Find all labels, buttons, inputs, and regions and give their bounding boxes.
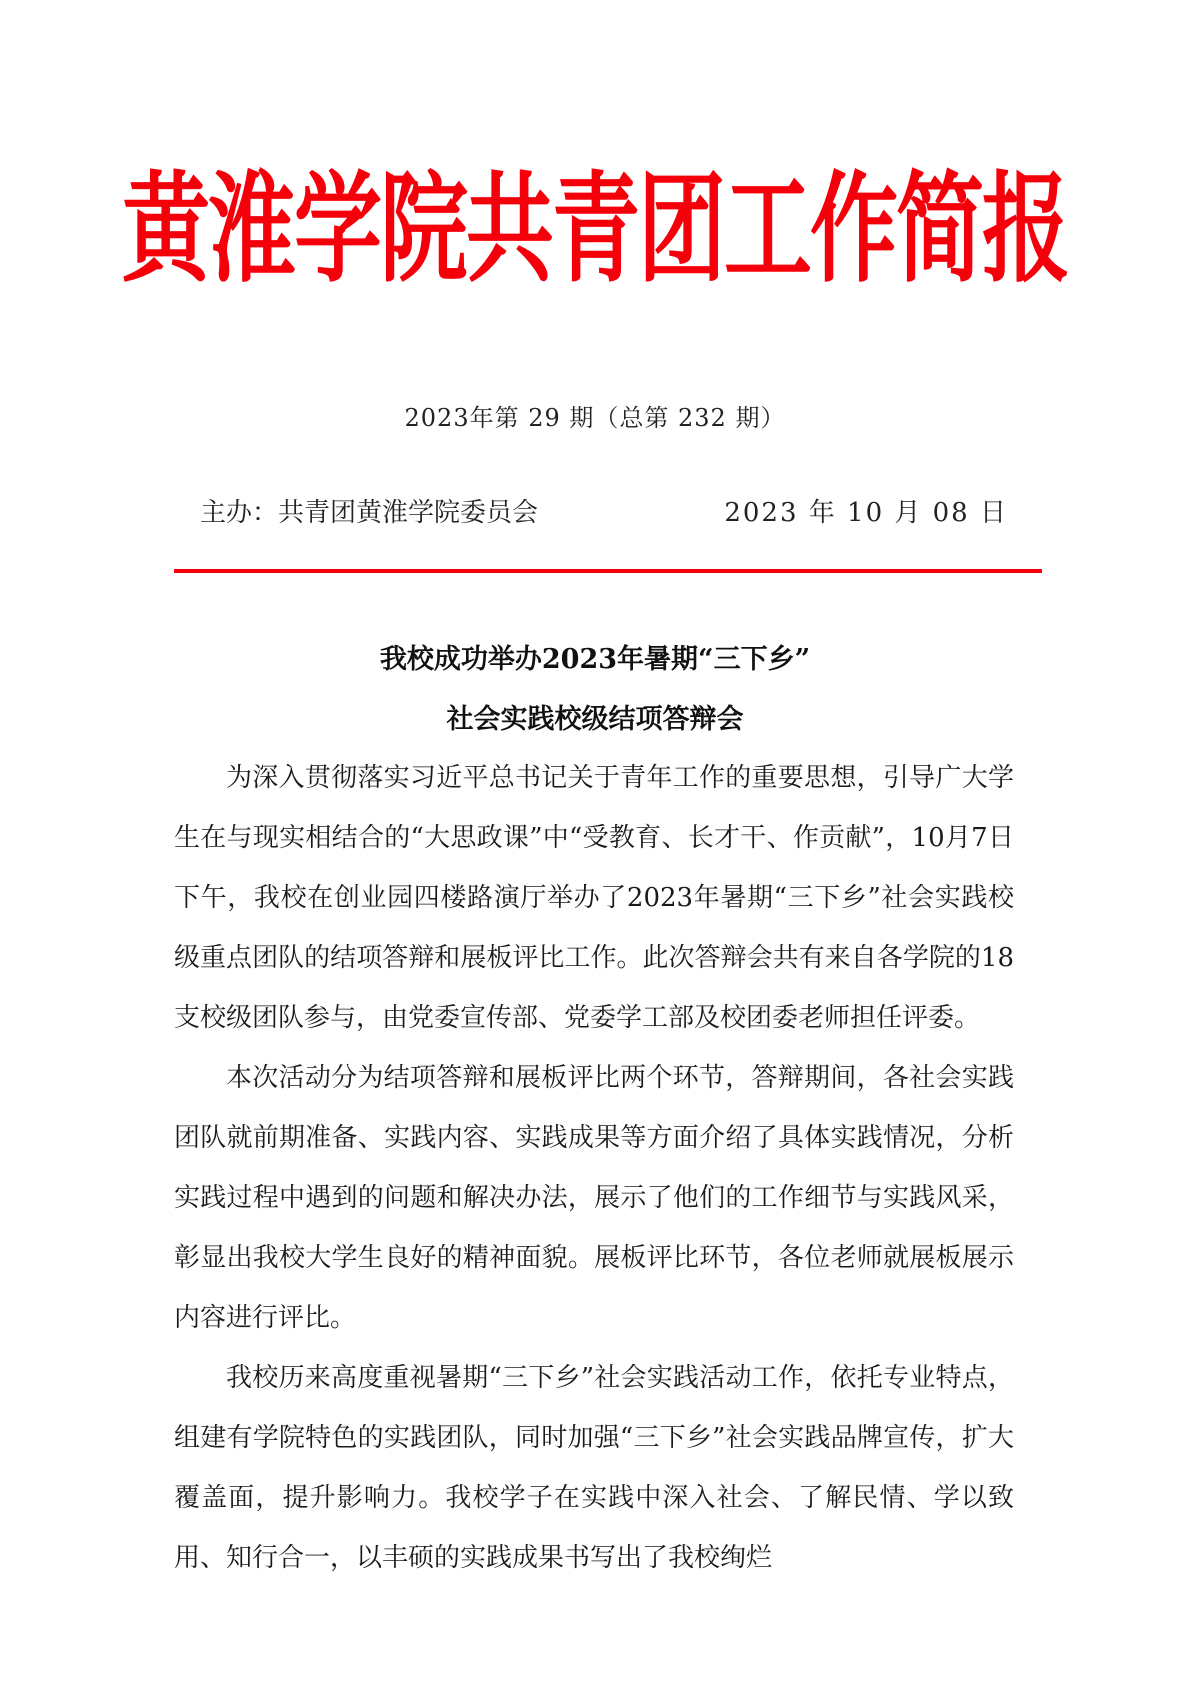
publish-date: 2023 年 10 月 08 日 [724,498,1008,528]
article-paragraph-1: 为深入贯彻落实习近平总书记关于青年工作的重要思想，引导广大学生在与现实相结合的“大思政课”中“受教育、长才干、作贡献”，10月7日下午，我校在创业园四楼路演厅举办了2023年暑期“三下乡”社会实践校级重点团队的结项答辩和展板评比工作。此次答辩会共有来自各学院的18支校级团队参与，由党委宣传部、党委学工部及校团委老师担任评委。 [174,763,1014,1033]
article-paragraph-2: 本次活动分为结项答辩和展板评比两个环节，答辩期间，各社会实践团队就前期准备、实践内容、实践成果等方面介绍了具体实践情况，分析实践过程中遇到的问题和解决办法，展示了他们的工作细节与实践风采，彰显出我校大学生良好的精神面貌。展板评比环节，各位老师就展板展示内容进行评比。 [174,1063,1014,1333]
publisher-host: 主办：共青团黄淮学院委员会 [200,498,539,528]
article-headline [0,630,1190,750]
article-body [174,748,1014,1588]
header-divider [174,569,1042,573]
article-paragraph-3: 我校历来高度重视暑期“三下乡”社会实践活动工作，依托专业特点，组建有学院特色的实践团队，同时加强“三下乡”社会实践品牌宣传，扩大覆盖面，提升影响力。我校学子在实践中深入社会、了解民情、学以致用、知行合一，以丰硕的实践成果书写出了我校绚烂 [174,1363,1014,1573]
article-headline-line-2: 社会实践校级结项答辩会 [446,704,744,735]
issue-number: 2023年第 29 期（总第 232 期） [404,404,786,432]
article-headline-line-1: 我校成功举办2023年暑期“三下乡” [379,644,811,675]
newsletter-masthead: 黄淮学院共青团工作简报 [121,159,1068,299]
